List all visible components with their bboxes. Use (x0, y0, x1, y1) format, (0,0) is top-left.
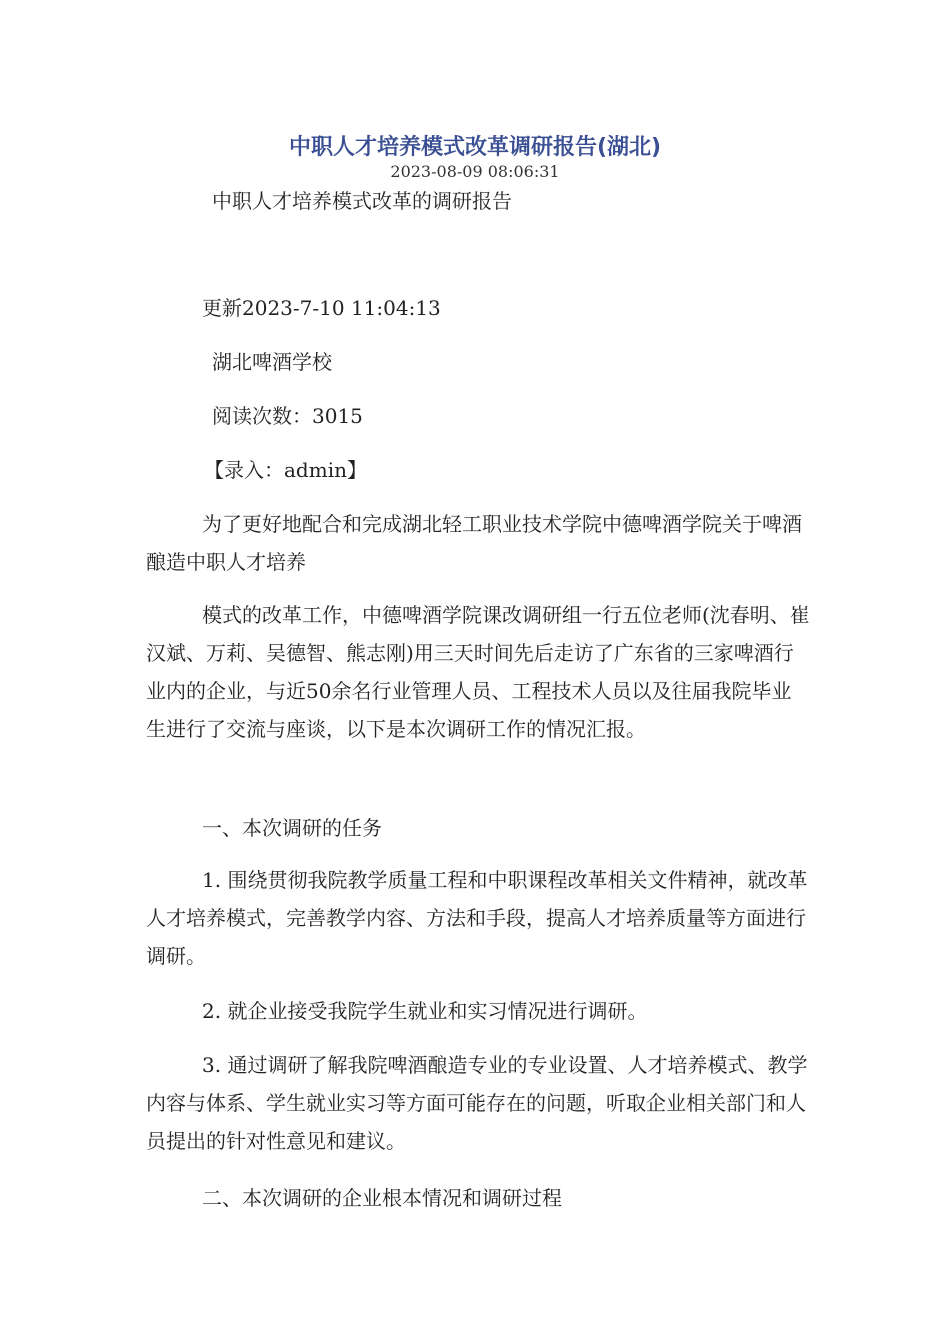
task-item-3 (146, 1046, 810, 1160)
section-heading-2-text: 二、本次调研的企业根本情况和调研过程 (202, 1186, 562, 1210)
school-name: 湖北啤酒学校 (212, 350, 332, 374)
paragraph-overview (146, 596, 810, 748)
entry-author: 【录入：admin】 (204, 458, 367, 482)
task-item-2-text: 2. 就企业接受我院学生就业和实习情况进行调研。 (202, 999, 648, 1023)
task-item-2 (146, 992, 810, 1030)
task-item-1-text: 1. 围绕贯彻我院教学质量工程和中职课程改革相关文件精神，就改革人才培养模式，完善教学内容、方法和手段，提高人才培养质量等方面进行调研。 (146, 868, 808, 968)
task-item-1 (146, 861, 810, 975)
read-count: 阅读次数：3015 (212, 404, 363, 428)
update-time: 更新2023-7-10 11:04:13 (202, 296, 441, 320)
section-heading-1-text: 一、本次调研的任务 (202, 816, 382, 840)
paragraph-intro (146, 505, 810, 581)
section-heading-1 (146, 809, 810, 847)
paragraph-intro-text: 为了更好地配合和完成湖北轻工职业技术学院中德啤酒学院关于啤酒酿造中职人才培养 (146, 512, 802, 574)
task-item-3-text: 3. 通过调研了解我院啤酒酿造专业的专业设置、人才培养模式、教学内容与体系、学生就业实习等方面可能存在的问题，听取企业相关部门和人员提出的针对性意见和建议。 (146, 1053, 808, 1153)
document-title: 中职人才培养模式改革调研报告(湖北) (288, 135, 662, 160)
report-subtitle: 中职人才培养模式改革的调研报告 (212, 189, 512, 213)
publish-timestamp: 2023-08-09 08:06:31 (390, 162, 560, 181)
paragraph-overview-text: 模式的改革工作，中德啤酒学院课改调研组一行五位老师(沈春明、崔汉斌、万莉、吴德智、熊志刚)用三天时间先后走访了广东省的三家啤酒行业内的企业，与近50余名行业管理人员、工程技术人员以及往届我院毕业生进行了交流与座谈，以下是本次调研工作的情况汇报。 (146, 603, 810, 741)
section-heading-2 (146, 1179, 810, 1217)
